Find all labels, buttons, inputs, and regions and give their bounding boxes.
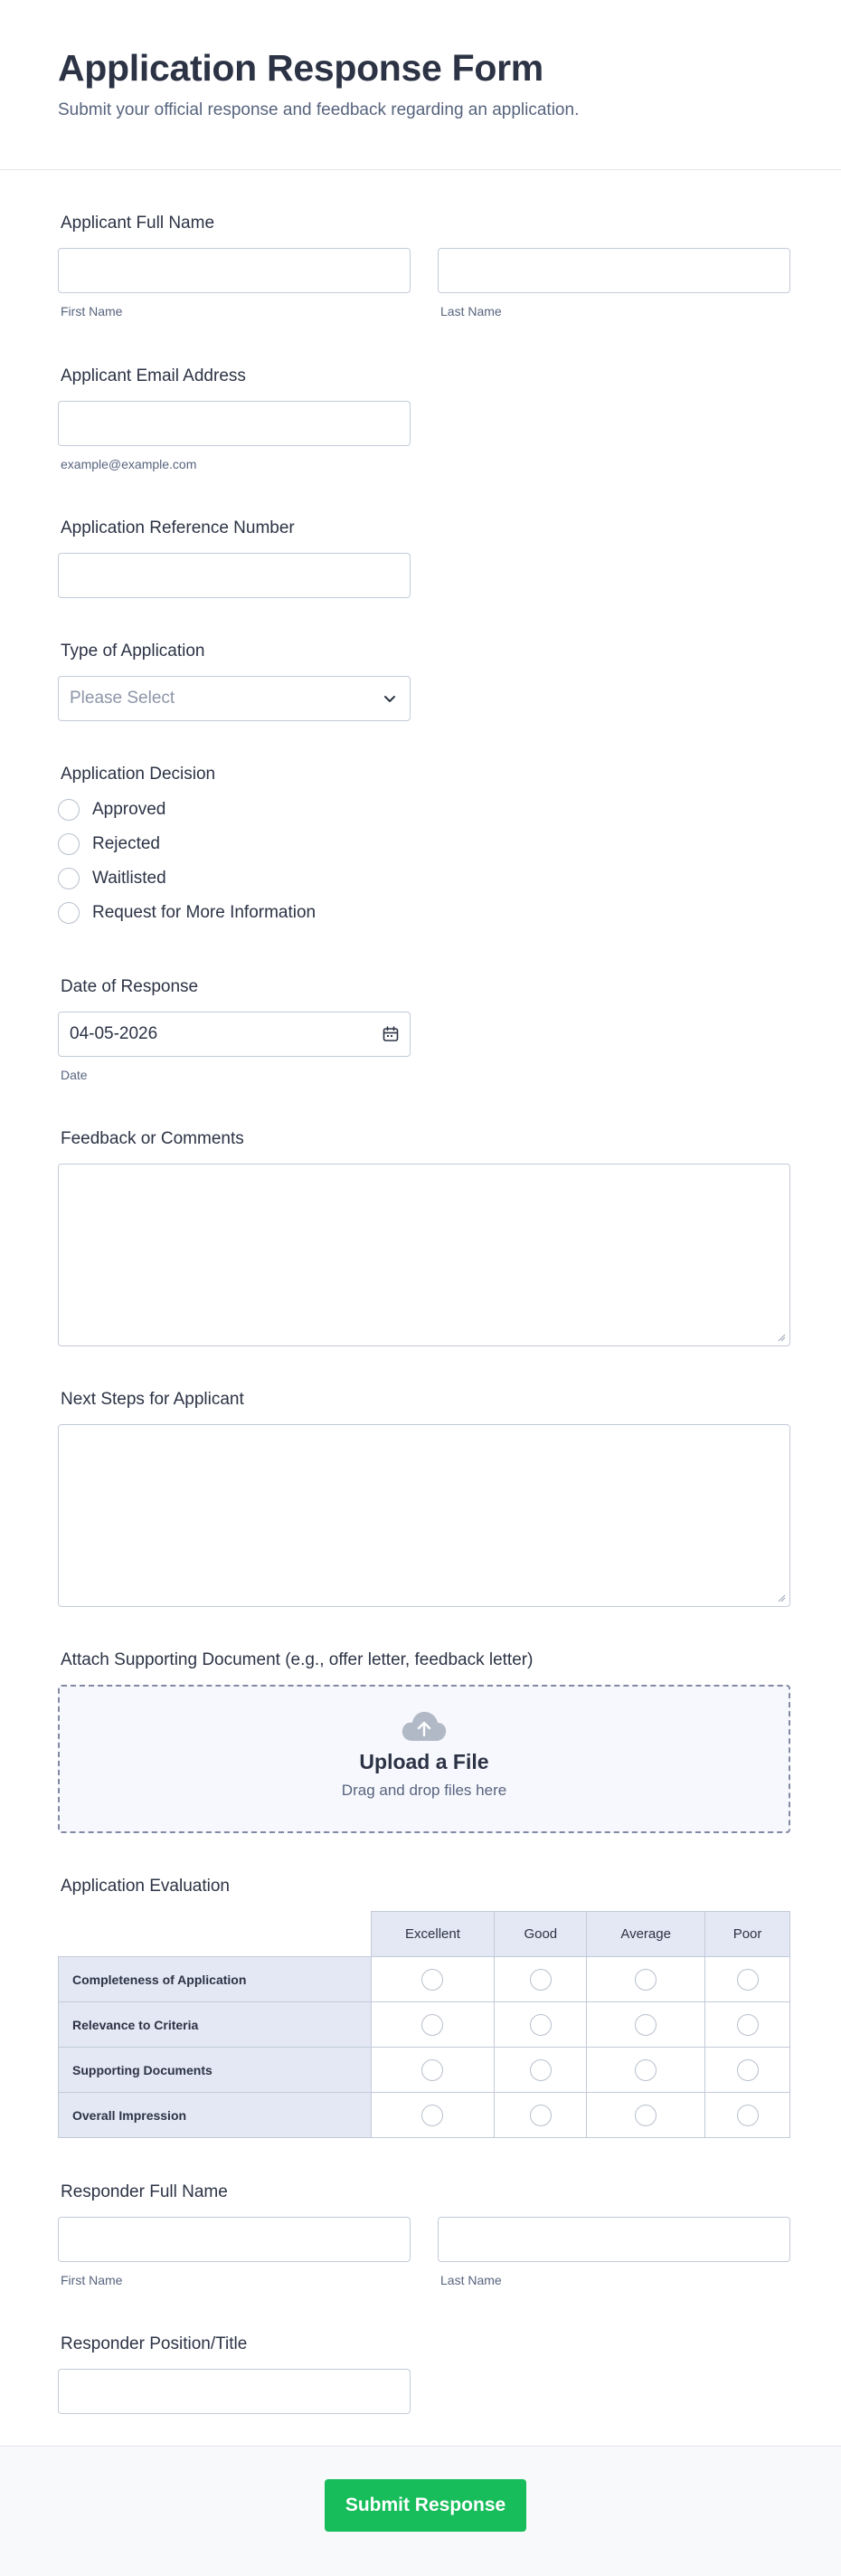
upload-title: Upload a File (359, 1750, 489, 1773)
form-header (0, 0, 841, 170)
matrix-row-label: Relevance to Criteria (59, 2002, 372, 2048)
matrix-cell[interactable] (705, 2093, 790, 2138)
responder-last-name-sublabel: Last Name (440, 2273, 502, 2287)
applicant-email-field (58, 366, 790, 471)
responder-position-field (58, 2334, 790, 2414)
calendar-icon[interactable] (383, 1026, 399, 1042)
matrix-cell[interactable] (371, 1957, 495, 2002)
reference-number-label: Application Reference Number (61, 518, 295, 537)
radio-button[interactable] (421, 2014, 443, 2036)
radio-button[interactable] (530, 2105, 552, 2126)
radio-button[interactable] (58, 868, 80, 889)
matrix-row-label: Supporting Documents (59, 2048, 372, 2093)
responder-name-field (58, 2182, 790, 2287)
matrix-row-label: Completeness of Application (59, 1957, 372, 2002)
next-steps-textarea[interactable] (58, 1424, 790, 1607)
radio-button[interactable] (530, 2014, 552, 2036)
decision-option-more-info[interactable] (58, 896, 790, 930)
matrix-cell[interactable] (495, 2093, 587, 2138)
applicant-email-sublabel: example@example.com (61, 457, 197, 471)
upload-label: Attach Supporting Document (e.g., offer letter, feedback letter) (61, 1650, 534, 1669)
next-steps-label: Next Steps for Applicant (61, 1390, 244, 1409)
applicant-email-label: Applicant Email Address (61, 366, 246, 385)
matrix-column-header: Average (587, 1912, 705, 1957)
matrix-row (59, 1957, 790, 2002)
form-footer (0, 2446, 841, 2576)
date-of-response-label: Date of Response (61, 977, 199, 996)
page-subtitle: Submit your official response and feedback regarding an application. (58, 100, 580, 119)
reference-number-field (58, 518, 790, 598)
decision-field (58, 765, 790, 930)
matrix-cell[interactable] (705, 2002, 790, 2048)
radio-button[interactable] (421, 2059, 443, 2081)
decision-option-rejected[interactable] (58, 827, 790, 861)
cloud-upload-icon (401, 1710, 448, 1743)
responder-first-name-sublabel: First Name (61, 2273, 123, 2287)
decision-option-label: Request for More Information (92, 903, 317, 922)
radio-button[interactable] (737, 2105, 759, 2126)
matrix-cell[interactable] (495, 2002, 587, 2048)
applicant-email-input[interactable] (58, 401, 411, 446)
matrix-cell[interactable] (371, 2048, 495, 2093)
resize-handle-icon[interactable] (777, 1593, 786, 1602)
upload-field (58, 1650, 790, 1833)
matrix-cell[interactable] (587, 2002, 705, 2048)
application-type-select[interactable] (58, 676, 411, 721)
submit-button[interactable]: Submit Response (325, 2479, 526, 2532)
radio-button[interactable] (58, 902, 80, 924)
applicant-last-name-input[interactable] (438, 248, 790, 293)
applicant-first-name-sublabel: First Name (61, 304, 123, 318)
decision-option-label: Waitlisted (92, 869, 166, 888)
radio-button[interactable] (421, 2105, 443, 2126)
matrix-corner (59, 1912, 372, 1957)
radio-button[interactable] (737, 2014, 759, 2036)
radio-button[interactable] (58, 799, 80, 821)
decision-label: Application Decision (61, 765, 216, 784)
matrix-column-header: Good (495, 1912, 587, 1957)
matrix-cell[interactable] (705, 1957, 790, 2002)
applicant-name-field (58, 214, 790, 318)
page-title: Application Response Form (58, 47, 543, 89)
matrix-cell[interactable] (371, 2093, 495, 2138)
file-dropzone[interactable] (58, 1685, 790, 1833)
decision-options (58, 793, 790, 930)
resize-handle-icon[interactable] (777, 1333, 786, 1342)
feedback-textarea[interactable] (58, 1164, 790, 1346)
decision-option-approved[interactable] (58, 793, 790, 827)
application-type-field (58, 642, 790, 721)
evaluation-matrix (58, 1911, 790, 2138)
date-sublabel: Date (61, 1068, 88, 1082)
date-value: 04-05-2026 (70, 1024, 158, 1043)
radio-button[interactable] (421, 1969, 443, 1991)
matrix-cell[interactable] (495, 1957, 587, 2002)
radio-button[interactable] (635, 2014, 657, 2036)
feedback-label: Feedback or Comments (61, 1129, 244, 1148)
evaluation-field (58, 1877, 790, 2138)
date-of-response-field (58, 977, 790, 1082)
radio-button[interactable] (737, 2059, 759, 2081)
responder-position-input[interactable] (58, 2369, 411, 2414)
date-input[interactable] (58, 1012, 411, 1057)
responder-name-label: Responder Full Name (61, 2182, 228, 2201)
decision-option-waitlisted[interactable] (58, 861, 790, 896)
applicant-first-name-input[interactable] (58, 248, 411, 293)
decision-option-label: Approved (92, 800, 166, 819)
radio-button[interactable] (737, 1969, 759, 1991)
feedback-field (58, 1129, 790, 1346)
matrix-cell[interactable] (495, 2048, 587, 2093)
responder-last-name-input[interactable] (438, 2217, 790, 2262)
matrix-column-header: Excellent (371, 1912, 495, 1957)
responder-position-label: Responder Position/Title (61, 2334, 248, 2353)
matrix-cell[interactable] (587, 1957, 705, 2002)
matrix-row (59, 2093, 790, 2138)
chevron-down-icon (381, 689, 399, 708)
upload-subtitle: Drag and drop files here (341, 1782, 507, 1799)
matrix-row (59, 2002, 790, 2048)
matrix-row-label: Overall Impression (59, 2093, 372, 2138)
applicant-last-name-sublabel: Last Name (440, 304, 502, 318)
decision-option-label: Rejected (92, 834, 160, 853)
evaluation-label: Application Evaluation (61, 1877, 230, 1896)
radio-button[interactable] (530, 2059, 552, 2081)
matrix-cell[interactable] (371, 2002, 495, 2048)
responder-first-name-input[interactable] (58, 2217, 411, 2262)
matrix-cell[interactable] (587, 2093, 705, 2138)
radio-button[interactable] (530, 1969, 552, 1991)
reference-number-input[interactable] (58, 553, 411, 598)
matrix-header-row (59, 1912, 790, 1957)
matrix-cell[interactable] (587, 2048, 705, 2093)
application-type-label: Type of Application (61, 642, 205, 661)
matrix-cell[interactable] (705, 2048, 790, 2093)
radio-button[interactable] (635, 2059, 657, 2081)
application-type-placeholder: Please Select (70, 689, 175, 708)
applicant-name-label: Applicant Full Name (61, 214, 215, 233)
matrix-column-header: Poor (705, 1912, 790, 1957)
radio-button[interactable] (635, 2105, 657, 2126)
radio-button[interactable] (58, 833, 80, 855)
matrix-row (59, 2048, 790, 2093)
radio-button[interactable] (635, 1969, 657, 1991)
next-steps-field (58, 1390, 790, 1607)
